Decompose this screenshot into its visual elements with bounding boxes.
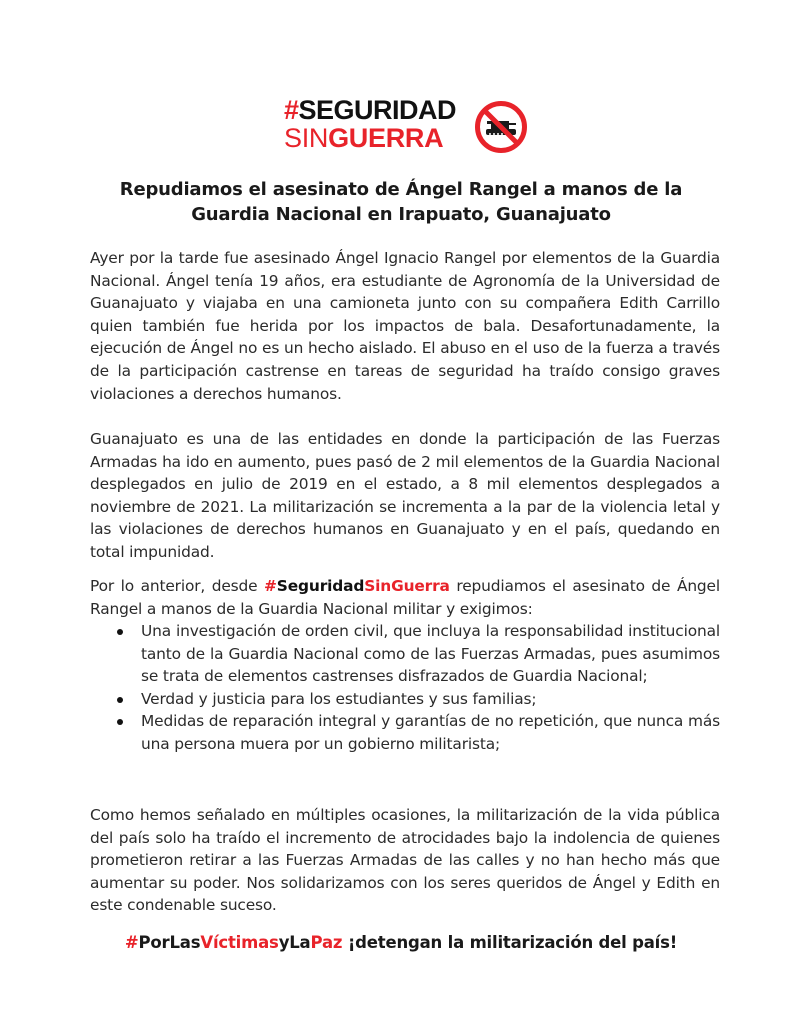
logo-sin: SIN	[284, 123, 329, 153]
page-title: Repudiamos el asesinato de Ángel Rangel a manos de la Guardia Nacional en Irapuato, Guanajuato	[119, 179, 683, 225]
demands-list	[90, 620, 720, 756]
logo-hash: #	[284, 95, 299, 125]
closing-paz: Paz	[310, 933, 343, 952]
closing-yla: yLa	[278, 933, 311, 952]
demand-text: Verdad y justicia para los estudiantes y sus familias;	[141, 689, 537, 708]
bullet-icon	[117, 697, 123, 703]
logo-text	[284, 97, 456, 152]
no-tank-icon	[473, 99, 529, 155]
paragraph-context: Guanajuato es una de las entidades en donde la participación de las Fuerzas Armadas ha ido en aumento, pues pasó de 2 mil elementos de la Guardia Nacional desplegados en julio de 2019 en el estado, a 8 mil elementos desplegados a noviembre de 2021. La militarización se incrementa a la par de la violencia letal y las violaciones de derechos humanos en Guanajuato y en el país, quedando en total impunidad.	[90, 430, 720, 561]
closing-victimas: Víctimas	[200, 933, 279, 952]
logo-line-1	[284, 97, 456, 124]
demand-item	[90, 620, 720, 688]
logo-line-2	[284, 125, 456, 152]
paragraph-event: Ayer por la tarde fue asesinado Ángel Ignacio Rangel por elementos de la Guardia Nacional. Ángel tenía 19 años, era estudiante de Agronomía de la Universidad de Guanajuato y viajaba en una camioneta junto con su compañera Edith Carrillo quien también fue herida por los impactos de bala. Desafortunadamente, la ejecución de Ángel no es un hecho aislado. El abuso en el uso de la fuerza a través de la participación castrense en tareas de seguridad ha traído consigo graves violaciones a derechos humanos.	[90, 249, 720, 403]
hashtag-singuerra: SinGuerra	[364, 577, 450, 595]
paragraph-demands-intro	[90, 575, 720, 620]
demand-text: Medidas de reparación integral y garantías de no repetición, que nunca más una persona muera por un gobierno militarista;	[141, 712, 720, 753]
demand-text: Una investigación de orden civil, que incluya la responsabilidad institucional tanto de la Guardia Nacional como de las Fuerzas Armadas, pues asumimos se trata de elementos castrenses disfrazados de Guardia Nacional;	[141, 622, 720, 686]
logo-seguridad: SEGURIDAD	[298, 95, 457, 125]
seguridad-sin-guerra-logo	[284, 97, 534, 159]
closing-hash: #	[124, 933, 139, 952]
hashtag-seguridad: Seguridad	[276, 577, 365, 595]
closing-slogan	[80, 932, 722, 954]
bullet-icon	[117, 629, 123, 635]
intro-after: repudiamos el asesinato de Ángel Rangel a manos de la Guardia Nacional militar y exigimos:	[90, 577, 720, 618]
demand-item	[90, 710, 720, 755]
paragraph-conclusion: Como hemos señalado en múltiples ocasiones, la militarización de la vida pública del país solo ha traído el incremento de atrocidades bajo la indolencia de quienes prometieron retirar a las Fuerzas Armadas de las calles y no han hecho más que aumentar su poder. Nos solidarizamos con los seres queridos de Ángel y Edith en este condenable suceso.	[90, 806, 720, 915]
intro-before: Por lo anterior, desde	[90, 577, 265, 595]
demand-item	[90, 688, 720, 711]
closing-porlas: PorLas	[138, 933, 201, 952]
hashtag-hash: #	[264, 577, 277, 595]
logo-guerra: GUERRA	[328, 123, 444, 153]
closing-slogan-text: ¡detengan la militarización del país!	[342, 933, 678, 952]
bullet-icon	[117, 719, 123, 725]
